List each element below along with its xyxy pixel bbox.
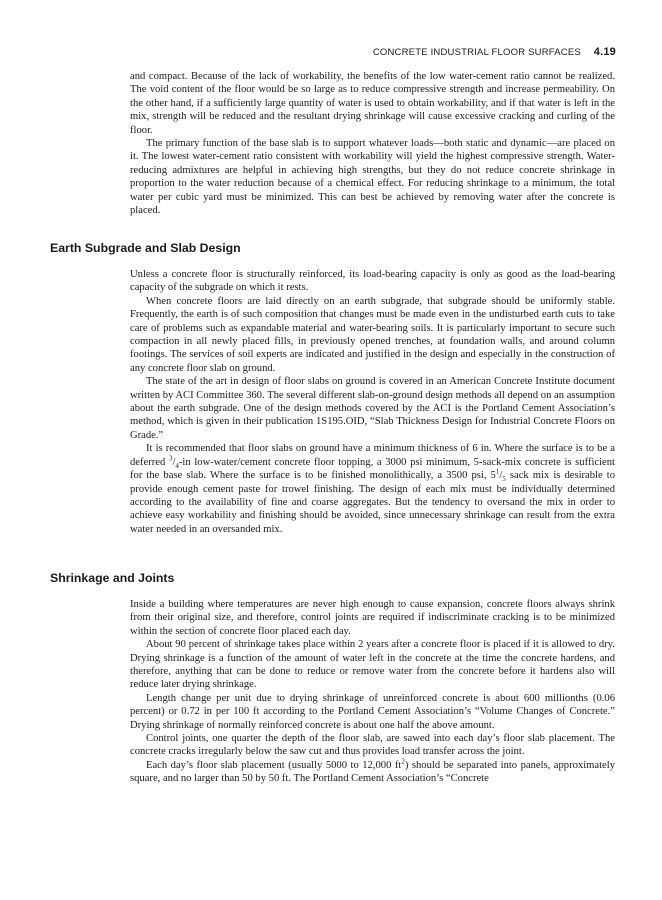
earth-subgrade-text-block	[130, 268, 615, 536]
paragraph: The primary function of the base slab is to support whatever loads—both static and dynamic—are placed on it. The lowest water-cement ratio consistent with workability will yield the highest compressive strength. Water-reducing admixtures are helpful in achieving high strengths, but they do not reduce concrete shrinkage in proportion to the water reduction because of a chemical effect. For reducing shrinkage to a minimum, the total water per cubic yard must be minimized. This can best be achieved by removing water after the concrete is placed.	[130, 138, 615, 217]
text-run: It is recommended that floor slabs on ground have a minimum thickness of 6 in. Where the surface is to be a deferred	[130, 443, 615, 468]
paragraph: When concrete floors are laid directly on an earth subgrade, that subgrade should be uniformly stable. Frequently, the earth is of such composition that changes must be made even in the undisturbed earth cuts to take care of problems such as expandable material and water-bearing soils. It is particularly important to secure such compaction in all newly placed fills, in previously opened trenches, at foundation walls, and around column footings. The services of soil experts are indicated and justified in the design and especially in the construction of any concrete floor slab on ground.	[130, 295, 615, 374]
page-number: 4.19	[593, 46, 616, 58]
fraction-numerator: 3	[168, 454, 173, 463]
section-heading-shrinkage-joints: Shrinkage and Joints	[50, 571, 175, 585]
paragraph: Control joints, one quarter the depth of the floor slab, are sawed into each day’s floor slab placement. The concrete cracks irregularly below the saw cut and thus provides load transfer across the joint.	[130, 733, 615, 758]
running-head-title: CONCRETE INDUSTRIAL FLOOR SURFACES	[372, 47, 581, 58]
text-run: -in low-water/cement concrete floor topping, a 3000 psi minimum, 5-sack-mix concrete is sufficient for the base slab. Where the surface is to be finished monolithically, a 3500 psi, 5	[130, 456, 615, 482]
text-run: sack mix is desirable to provide enough cement paste for trowel finishing. The design of each mix must be individually determined according to the availability of fine and coarse aggregates. But the tendency to oversand the mix in order to achieve easy workability and finishing should be avoided, since unnecessary shrinkage can result from the extra water needed in an oversanded mix.	[130, 470, 615, 535]
paragraph-with-fractions: It is recommended that floor slabs on ground have a minimum thickness of 6 in. Where the surface is to be a deferred $^3/_4-in$ low-water/cement concrete floor topping, a 3000 psi minimum, 5-sack-mix concrete is sufficient for the base slab. Where the surface is to be finished monolithically, a 3500 psi, $5^1/_5$ sack mix is desirable to provide enough cement paste for trowel finishing. The design of each mix must be individually determined according to the availability of fine and coarse aggregates. But the tendency to oversand the mix in order to achieve easy workability and finishing should be avoided, since unnecessary shrinkage can result from the extra water needed in an oversanded mix.	[130, 443, 615, 535]
top-text-block	[130, 70, 615, 217]
superscript: 2	[401, 757, 405, 766]
fraction-denominator: 4	[175, 461, 179, 470]
paragraph-with-superscript	[130, 759, 615, 786]
fraction-numerator: 1	[495, 467, 500, 476]
text-run: Each day’s floor slab placement (usually 5000 to 12,000 ft	[146, 759, 402, 771]
shrinkage-text-block	[130, 598, 615, 786]
fraction-denominator: 5	[502, 475, 506, 484]
paragraph: Inside a building where temperatures are never high enough to cause expansion, concrete floors always shrink from their original size, and therefore, control joints are required if indiscriminate cracking is to be minimized within the section of concrete floor placed each day.	[130, 599, 615, 637]
section-heading-earth-subgrade: Earth Subgrade and Slab Design	[50, 241, 241, 255]
paragraph: Unless a concrete floor is structurally reinforced, its load-bearing capacity is only as good as the load-bearing capacity of the subgrade on which it rests.	[130, 269, 615, 294]
paragraph: The state of the art in design of floor slabs on ground is covered in an American Concrete Institute document written by ACI Committee 360. The several different slab-on-ground design methods all depend on an assumption about the earth subgrade. One of the design methods covered by the ACI is the Portland Cement Association’s method, which is given in their publication 1S195.OID, “Slab Thickness Design for Industrial Concrete Floors on Grade.”	[130, 376, 615, 441]
text-run: ) should be separated into panels, approximately square, and no larger than 50 by 50 ft. The Portland Cement Association’s “Concrete	[130, 759, 615, 785]
running-head	[373, 46, 616, 58]
paragraph: and compact. Because of the lack of workability, the benefits of the low water-cement ratio cannot be realized. The void content of the floor would be so large as to reduce compressive strength and increase permeability. On the other hand, if a sufficiently large quantity of water is used to obtain workability, and if that water is left in the mix, strength will be reduced and the resultant drying shrinkage will cause excessive cracking and curling of the floor.	[130, 71, 615, 136]
paragraph: About 90 percent of shrinkage takes place within 2 years after a concrete floor is placed if it is allowed to dry. Drying shrinkage is a function of the amount of water left in the concrete at the time the concrete hardens, and therefore, anything that can be done to reduce or remove water from the concrete before it hardens also will reduce later drying shrinkage.	[130, 639, 615, 691]
paragraph: Length change per unit due to drying shrinkage of unreinforced concrete is about 600 millionths (0.06 percent) or 0.72 in per 100 ft according to the Portland Cement Association’s “Volume Changes of Concrete.” Drying shrinkage of normally reinforced concrete is about one half the above amount.	[130, 692, 615, 731]
